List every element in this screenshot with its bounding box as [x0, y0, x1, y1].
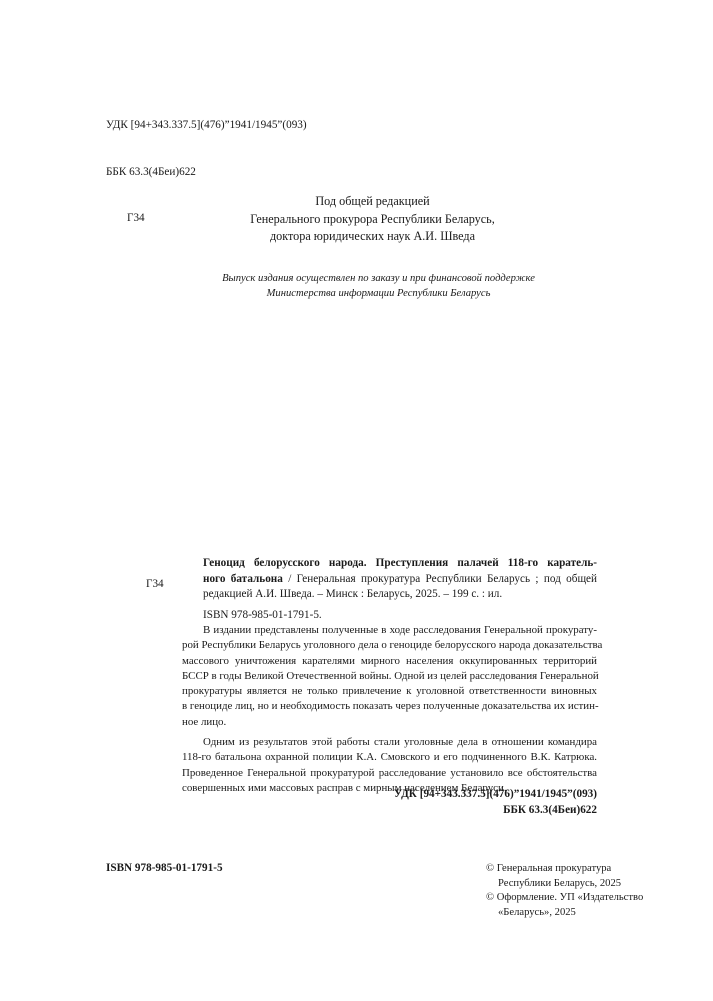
- funding-line: Выпуск издания осуществлен по заказу и при финансовой поддержке: [222, 273, 535, 284]
- bib-title-bold: Геноцид белорусского народа. Преступления палачей 118-го каратель-: [203, 557, 597, 569]
- abstract: [182, 623, 603, 796]
- editorial-block: [0, 193, 713, 246]
- abstract-line: в геноциде лиц, но и необходимость показать через полученные доказательства их истин-: [182, 700, 599, 713]
- bibliographic-record: [203, 556, 597, 603]
- bbk-code-bottom: ББК 63.3(4Беи)622: [503, 803, 597, 816]
- abstract-line: 118-го батальона охранной полиции К.А. Смовского и его подчиненного В.К. Катрюка.: [182, 751, 597, 764]
- editorial-line: Генерального прокурора Республики Беларусь,: [250, 211, 495, 226]
- bib-title-bold-2: ного батальона: [203, 572, 283, 585]
- bib-isbn: ISBN 978-985-01-1791-5.: [203, 609, 322, 621]
- abstract-line: В издании представлены полученные в ходе расследования Генеральной прокурату-: [203, 624, 597, 636]
- editorial-line: доктора юридических наук А.И. Шведа: [269, 229, 476, 243]
- funding-line: Министерства информации Республики Беларусь: [266, 287, 491, 299]
- abstract-line: массового уничтожения карателями мирного населения оккупированных территорий: [182, 654, 597, 667]
- abstract-line: рой Республики Беларусь уголовного дела о геноциде белорусского народа доказательства: [182, 639, 603, 652]
- author-mark: Г34: [127, 212, 145, 224]
- bib-responsibility: / Генеральная прокуратура Республики Беларусь ; под общей: [282, 572, 598, 585]
- abstract-line: Проведенное Генеральной прокуратурой расследование установило все обстоятельства: [182, 766, 597, 779]
- bib-title-line-2: [203, 572, 597, 588]
- isbn-bottom: ISBN 978-985-01-1791-5: [106, 862, 223, 874]
- bbk-code: ББК 63.3(4Беи)622: [106, 165, 196, 178]
- abstract-line: совершенных ими массовых расправ с мирным населением Беларуси.: [182, 781, 507, 794]
- bib-imprint: редакцией А.И. Шведа. – Минск : Беларусь, 2025. – 199 с. : ил.: [203, 588, 503, 601]
- bib-title-line: [203, 556, 597, 572]
- copyright-line: © Оформление. УП «Издательство: [486, 892, 644, 903]
- funding-note: [0, 272, 713, 301]
- abstract-line: БССР в годы Великой Отечественной войны. Одной из целей расследования Генеральной: [182, 669, 599, 682]
- bib-author-mark: Г34: [146, 578, 164, 590]
- copyright-line: © Генеральная прокуратура: [486, 863, 612, 874]
- copyright-line: «Беларусь», 2025: [498, 906, 576, 918]
- udk-code: УДК [94+343.337.5](476)”1941/1945”(093): [106, 119, 307, 131]
- udk-code-bottom: УДК [94+343.337.5](476)”1941/1945”(093): [394, 788, 597, 800]
- copyright-block: [486, 862, 643, 920]
- classification-bottom: [394, 787, 597, 818]
- abstract-line: прокуратуры является не только привлечение к уголовной ответственности виновных: [182, 685, 597, 698]
- abstract-line: ное лицо.: [182, 715, 227, 728]
- copyright-line: Республики Беларусь, 2025: [498, 877, 622, 889]
- editorial-line: Под общей редакцией: [315, 194, 430, 208]
- abstract-line: Одним из результатов этой работы стали уголовные дела в отношении командира: [203, 736, 597, 749]
